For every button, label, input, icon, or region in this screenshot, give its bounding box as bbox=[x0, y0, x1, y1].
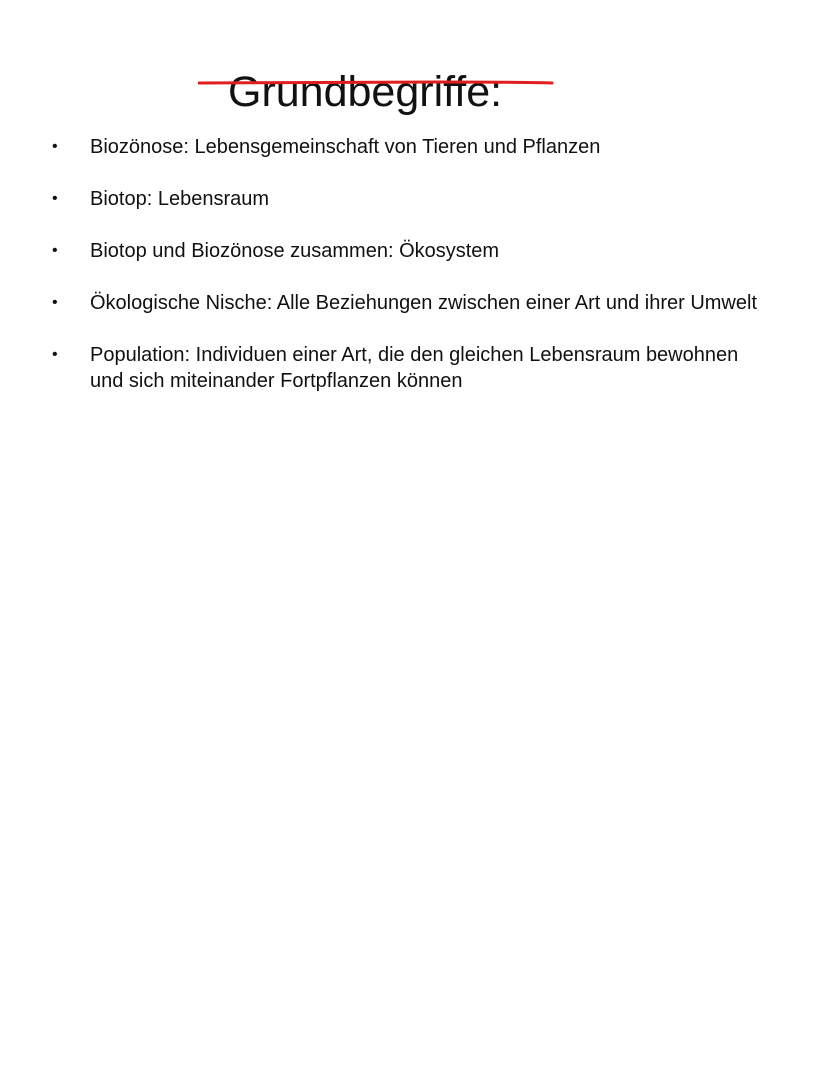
list-item-text: Ökologische Nische: Alle Beziehungen zwischen einer Art und ihrer Umwelt bbox=[90, 292, 758, 314]
bullet-icon: • bbox=[52, 294, 58, 311]
bullet-icon: • bbox=[52, 138, 58, 155]
list-item bbox=[52, 186, 772, 212]
bullet-icon: • bbox=[52, 346, 58, 363]
list-item-text: Biozönose: Lebensgemeinschaft von Tieren und Pflanzen bbox=[90, 136, 601, 158]
title-underline-stroke bbox=[199, 82, 552, 83]
list-item-text: Biotop und Biozönose zusammen: Ökosystem bbox=[90, 240, 500, 262]
list-item bbox=[52, 342, 772, 394]
definitions-list bbox=[52, 134, 772, 420]
list-item bbox=[52, 238, 772, 264]
bullet-icon: • bbox=[52, 242, 58, 259]
list-item bbox=[52, 290, 772, 316]
list-item-text: Population: Individuen einer Art, die den gleichen Lebensraum bewohnen und sich miteinander Fortpflanzen können bbox=[90, 344, 739, 392]
title-underline bbox=[198, 78, 554, 86]
list-item bbox=[52, 134, 772, 160]
page-title: Grundbegriffe: bbox=[228, 67, 503, 116]
list-item-text: Biotop: Lebensraum bbox=[90, 188, 270, 210]
bullet-icon: • bbox=[52, 190, 58, 207]
